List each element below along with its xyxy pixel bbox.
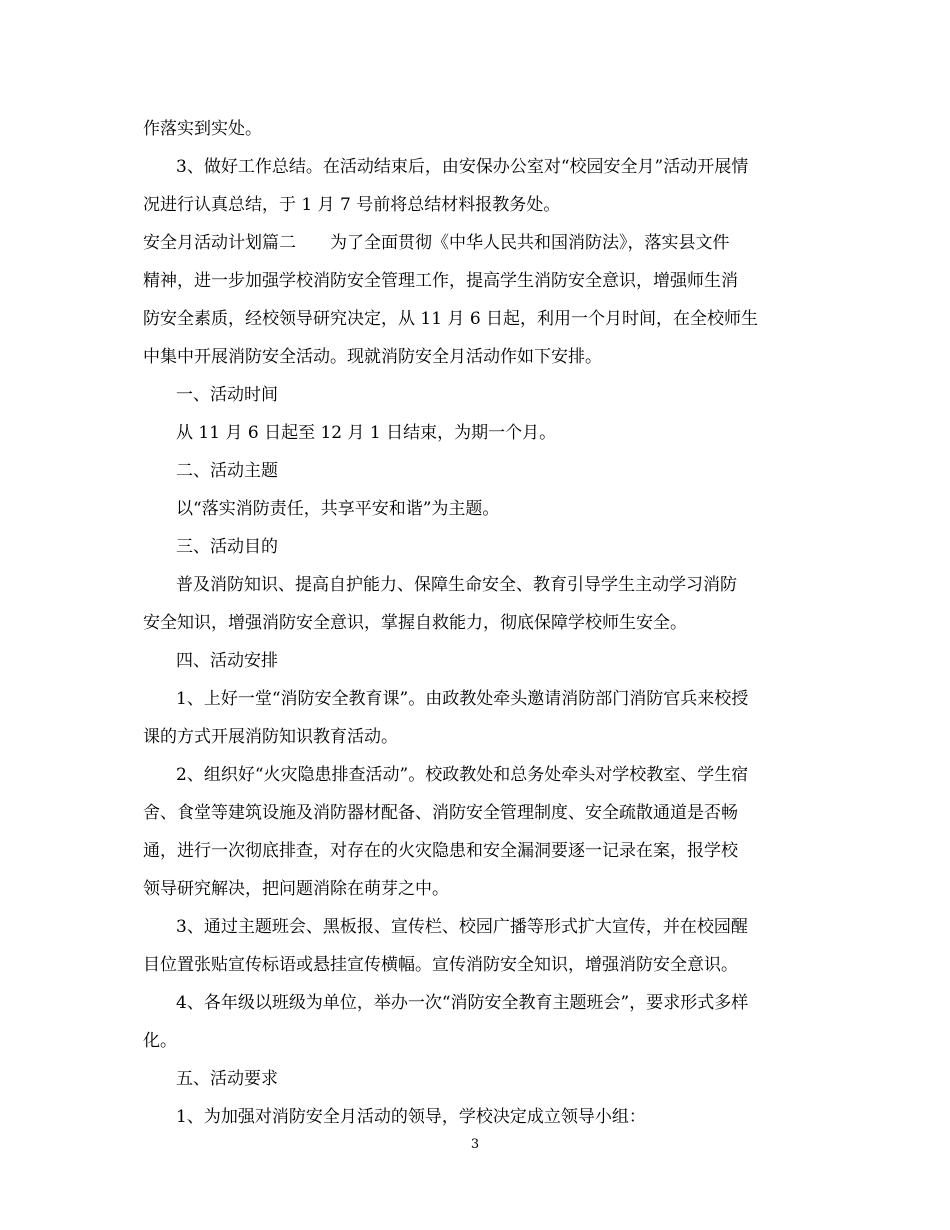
- section-heading: 二、活动主题: [176, 461, 278, 481]
- text-line: 3、做好工作总结。在活动结束后，由安保办公室对“校园安全月”活动开展情: [176, 157, 749, 177]
- page-number: 3: [470, 1137, 480, 1152]
- section-heading: 五、活动要求: [176, 1069, 278, 1089]
- text-line: 4、各年级以班级为单位，举办一次“消防安全教育主题班会”，要求形式多样: [176, 993, 749, 1013]
- text-line: 从 11 月 6 日起至 12 月 1 日结束，为期一个月。: [176, 423, 557, 443]
- text-line: 3、通过主题班会、黑板报、宣传栏、校园广播等形式扩大宣传，并在校园醒: [176, 917, 748, 937]
- text-line: 领导研究解决，把问题消除在萌芽之中。: [143, 879, 449, 899]
- text-line: 普及消防知识、提高自护能力、保障生命安全、教育引导学生主动学习消防: [176, 575, 737, 595]
- text-line: 化。: [143, 1031, 177, 1051]
- section-heading: 四、活动安排: [176, 651, 278, 671]
- text-line: 2、组织好“火灾隐患排查活动”。校政教处和总务处牵头对学校教室、学生宿: [176, 765, 749, 785]
- text-line: 通，进行一次彻底排查，对存在的火灾隐患和安全漏洞要逐一记录在案，报学校: [143, 841, 738, 861]
- text-line: 1、为加强对消防安全月活动的领导，学校决定成立领导小组：: [176, 1107, 646, 1127]
- text-line: 防安全素质，经校领导研究决定，从 11 月 6 日起，利用一个月时间，在全校师生: [143, 309, 759, 329]
- text-line: 以“落实消防责任，共享平安和谐”为主题。: [176, 499, 500, 519]
- text-line: 目位置张贴宣传标语或悬挂宣传横幅。宣传消防安全知识，增强消防安全意识。: [143, 955, 738, 975]
- text-line: 1、上好一堂“消防安全教育课”。由政教处牵头邀请消防部门消防官兵来校授: [176, 689, 749, 709]
- text-line: 中集中开展消防安全活动。现就消防安全月活动作如下安排。: [143, 347, 602, 367]
- text-line: 精神，进一步加强学校消防安全管理工作，提高学生消防安全意识，增强师生消: [143, 271, 738, 291]
- text-line: 况进行认真总结，于 1 月 7 号前将总结材料报教务处。: [143, 195, 561, 215]
- section-heading: 三、活动目的: [176, 537, 278, 557]
- text-line: 安全知识，增强消防安全意识，掌握自救能力，彻底保障学校师生安全。: [143, 613, 687, 633]
- text-line: 安全月活动计划篇二 为了全面贯彻《中华人民共和国消防法》，落实县文件: [143, 233, 730, 253]
- text-line: 作落实到实处。: [143, 119, 262, 139]
- text-line: 课的方式开展消防知识教育活动。: [143, 727, 398, 747]
- text-line: 舍、食堂等建筑设施及消防器材配备、消防安全管理制度、安全疏散通道是否畅: [143, 803, 738, 823]
- section-heading: 一、活动时间: [176, 385, 278, 405]
